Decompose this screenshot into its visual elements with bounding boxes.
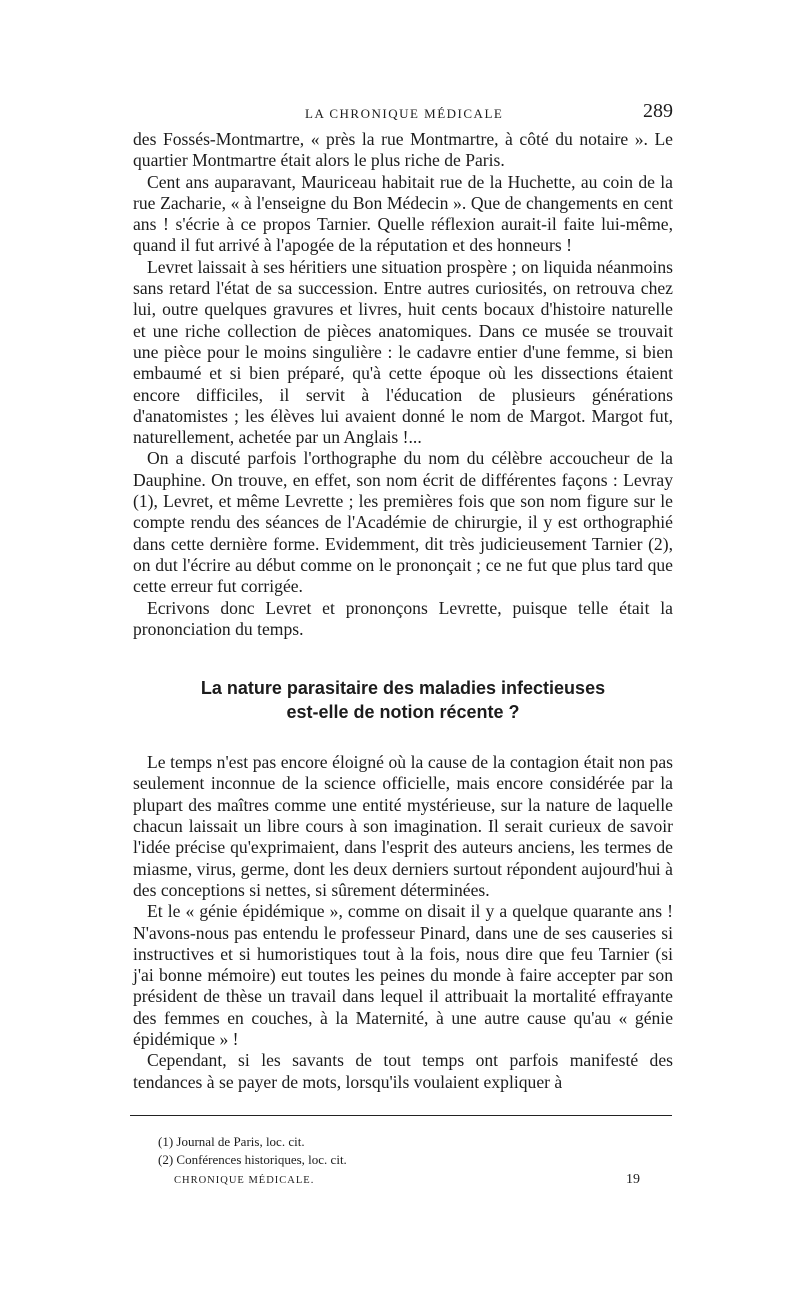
page-number: 289 bbox=[643, 100, 673, 122]
section-heading-line-1: La nature parasitaire des maladies infectieuses bbox=[200, 678, 606, 699]
paragraph-genie-epidemique: Et le « génie épidémique », comme on disait il y a quelque quarante ans ! N'avons-nous pas entendu le professeur Pinard, dans une de ses causeries si instructives et si humoristiques tout à la fois, nous dire que feu Tarnier (si j'ai bonne mémoire) eut toutes les peines du monde à faire accepter par son président de thèse un travail dans lequel il attribuait la mortalité effrayante des femmes en couches, à la Maternité, à une autre cause qu'au « génie épidémique » ! bbox=[133, 901, 673, 1049]
sheet-number: 19 bbox=[626, 1172, 640, 1187]
running-title: LA CHRONIQUE MÉDICALE bbox=[305, 106, 504, 121]
page-header bbox=[133, 100, 673, 130]
section-heading-line-2: est-elle de notion récente ? bbox=[286, 702, 520, 723]
footnote-2: (2) Conférences historiques, loc. cit. bbox=[158, 1152, 347, 1167]
footer-signature: CHRONIQUE MÉDICALE. bbox=[174, 1175, 315, 1186]
footnote-rule bbox=[130, 1115, 672, 1116]
paragraph-fosses-montmartre: des Fossés-Montmartre, « près la rue Montmartre, à côté du notaire ». Le quartier Montmartre était alors le plus riche de Paris. bbox=[133, 129, 673, 171]
article-body bbox=[133, 129, 673, 1093]
section-heading bbox=[133, 676, 673, 724]
paragraph-contagion: Le temps n'est pas encore éloigné où la cause de la contagion était non pas seulement inconnue de la science officielle, mais encore considérée par la plupart des maîtres comme une entité mystérieuse, sur la nature de laquelle chacun laissait un libre cours à son imagination. Il serait curieux de savoir l'idée précise qu'exprimaient, dans l'esprit des auteurs anciens, les termes de miasme, virus, germe, dont les deux derniers surtout répondent aujourd'hui à des conceptions si nettes, si sûrement déterminées. bbox=[133, 752, 673, 900]
paragraph-cependant: Cependant, si les savants de tout temps ont parfois manifesté des tendances à se payer de mots, lorsqu'ils voulaient expliquer à bbox=[133, 1050, 673, 1092]
paragraph-mauriceau: Cent ans auparavant, Mauriceau habitait rue de la Huchette, au coin de la rue Zacharie, « à l'enseigne du Bon Médecin ». Que de changements en cent ans ! s'écrie à ce propos Tarnier. Quelle réflexion aurait-il faite lui-même, quand il fut arrivé à l'apogée de la réputation et des honneurs ! bbox=[133, 171, 673, 256]
paragraph-levret-succession: Levret laissait à ses héritiers une situation prospère ; on liquida néanmoins sans retard l'état de sa succession. Entre autres curiosités, on retrouva chez lui, outre quelques gravures et livres, huit cents bocaux d'histoire naturelle et une riche collection de pièces anatomiques. Dans ce musée se trouvait une pièce pour le moins singulière : le cadavre entier d'une femme, si bien embaumé et si bien préparé, qu'à cette époque où les dissections étaient encore difficiles, il servit à l'éducation de plusieurs générations d'anatomistes ; les élèves lui avaient donné le nom de Margot. Margot fut, naturellement, achetée par un Anglais !... bbox=[133, 256, 673, 448]
footnote-1: (1) Journal de Paris, loc. cit. bbox=[158, 1134, 305, 1149]
paragraph-prononciation: Ecrivons donc Levret et prononçons Levrette, puisque telle était la prononciation du temps. bbox=[133, 597, 673, 639]
page-footer bbox=[160, 1172, 640, 1194]
paragraph-orthographe: On a discuté parfois l'orthographe du nom du célèbre accoucheur de la Dauphine. On trouve, en effet, son nom écrit de différentes façons : Levray (1), Levret, et même Levrette ; les premières fois que son nom figure sur le compte rendu des séances de l'Académie de chirurgie, il y est orthographié dans cette dernière forme. Evidemment, dit très judicieusement Tarnier (2), on dut l'écrire au début comme on le prononçait ; ce ne fut que plus tard que cette erreur fut corrigée. bbox=[133, 448, 673, 597]
footnotes bbox=[158, 1133, 638, 1169]
